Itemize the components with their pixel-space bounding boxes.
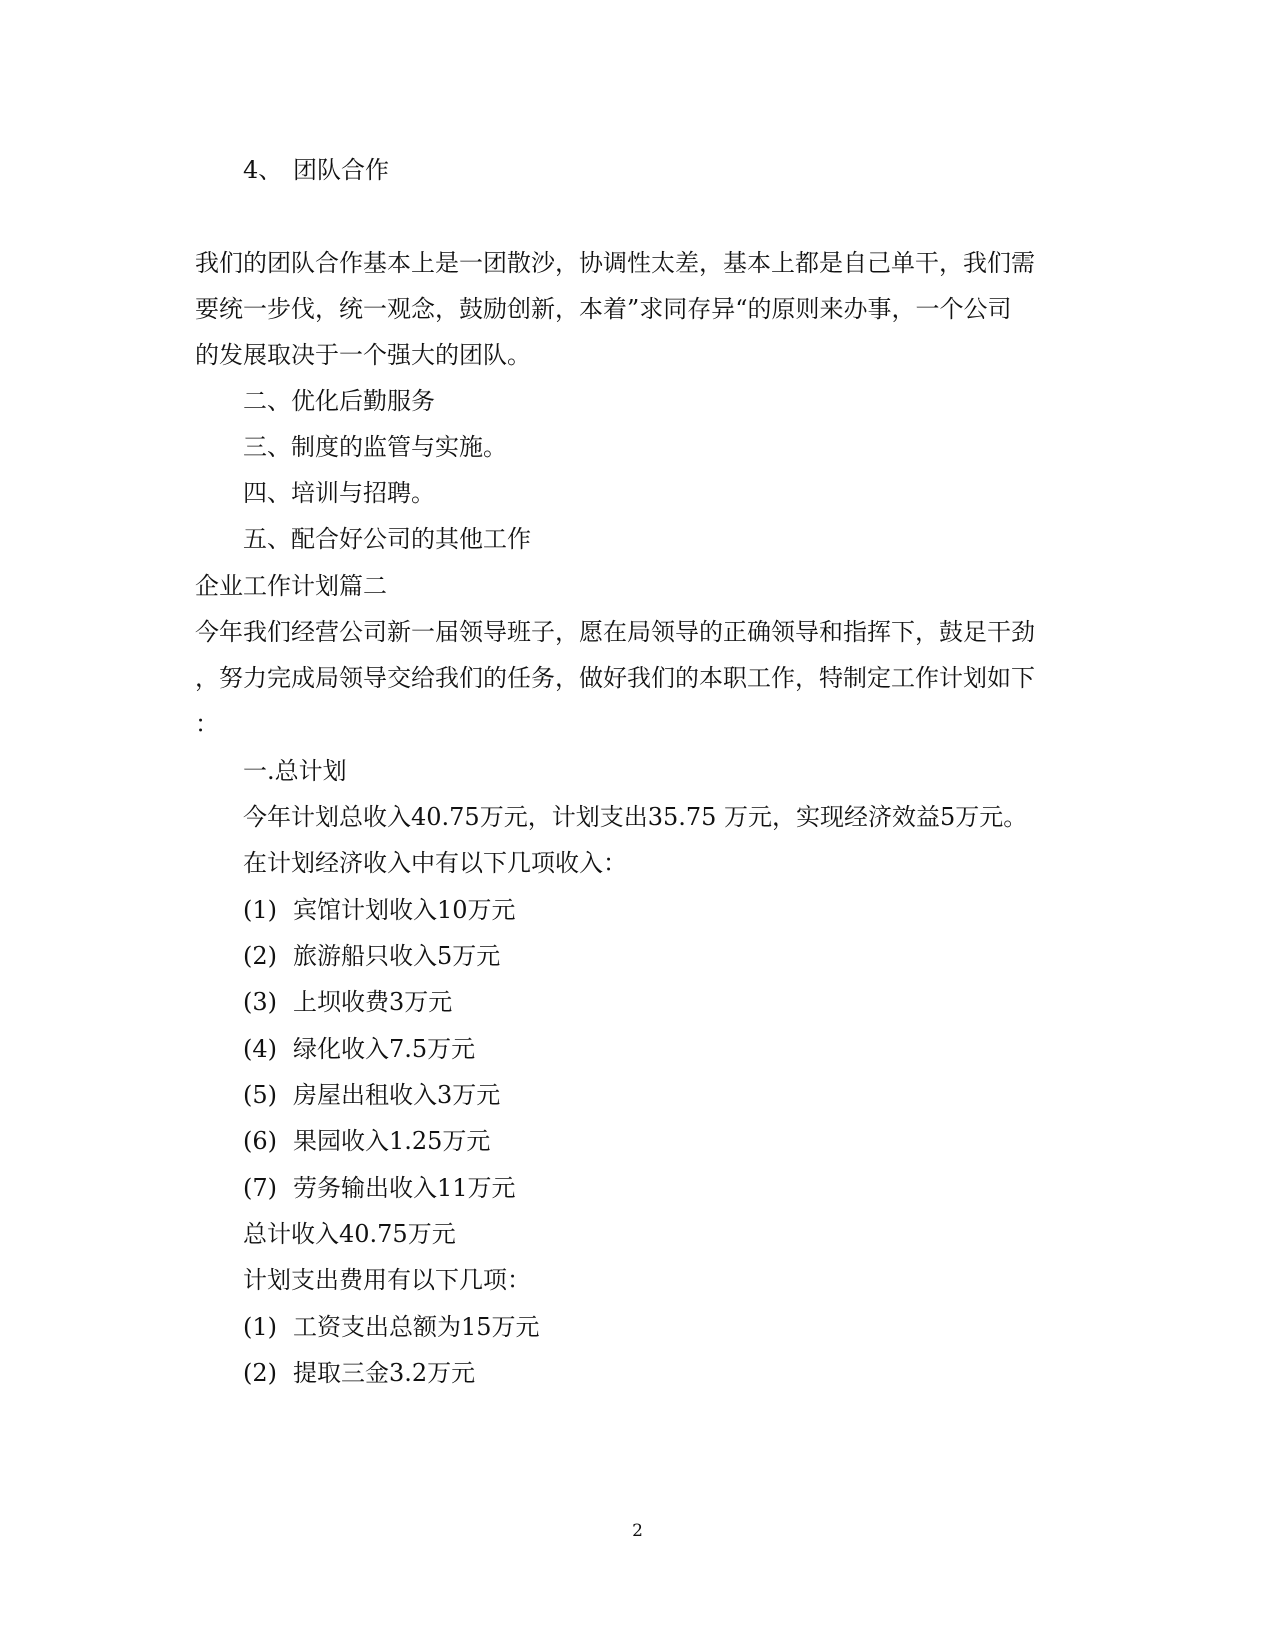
list-item xyxy=(243,1034,475,1064)
income-intro: 在计划经济收入中有以下几项收入： xyxy=(243,849,627,877)
plan-heading: 一.总计划 xyxy=(243,757,347,785)
list-item-text: 果园收入1.25万元 xyxy=(293,1127,491,1155)
list-item-number: (4) xyxy=(243,1035,277,1063)
list-item-number: (2) xyxy=(243,942,277,970)
list-item-text: 绿化收入7.5万元 xyxy=(293,1035,476,1063)
section-4-title: 团队合作 xyxy=(293,156,389,184)
list-item xyxy=(243,895,516,925)
income-total: 总计收入40.75万元 xyxy=(243,1220,456,1248)
list-item xyxy=(243,987,452,1017)
section-heading: 二、优化后勤服务 xyxy=(243,387,435,415)
section-heading: 四、培训与招聘。 xyxy=(243,479,435,507)
list-item xyxy=(243,1080,500,1110)
list-item xyxy=(243,1173,516,1203)
list-item-number: (7) xyxy=(243,1174,277,1202)
page-number: 2 xyxy=(632,1521,643,1541)
list-item-text: 宾馆计划收入10万元 xyxy=(293,896,516,924)
list-item-text: 工资支出总额为15万元 xyxy=(293,1313,540,1341)
list-item xyxy=(243,941,500,971)
section-heading: 三、制度的监管与实施。 xyxy=(243,433,507,461)
part-title: 企业工作计划篇二 xyxy=(195,572,387,600)
list-item xyxy=(243,1312,540,1342)
paragraph-line: 的发展取决于一个强大的团队。 xyxy=(195,341,531,369)
list-item-number: (6) xyxy=(243,1127,277,1155)
section-4-number: 4、 xyxy=(243,156,283,184)
list-item-text: 劳务输出收入11万元 xyxy=(293,1174,516,1202)
expense-intro: 计划支出费用有以下几项： xyxy=(243,1266,531,1294)
section-heading: 五、配合好公司的其他工作 xyxy=(243,525,531,553)
paragraph-line: 要统一步伐，统一观念，鼓励创新，本着”求同存异“的原则来办事，一个公司 xyxy=(195,295,1012,323)
paragraph-line: 今年我们经营公司新一届领导班子，愿在局领导的正确领导和指挥下，鼓足干劲 xyxy=(195,618,1035,646)
paragraph-line: ： xyxy=(195,710,219,738)
list-item-number: (2) xyxy=(243,1359,277,1387)
list-item-number: (1) xyxy=(243,896,277,924)
list-item-text: 旅游船只收入5万元 xyxy=(293,942,501,970)
list-item-number: (5) xyxy=(243,1081,277,1109)
list-item-text: 提取三金3.2万元 xyxy=(293,1359,476,1387)
list-item xyxy=(243,1358,475,1388)
plan-summary: 今年计划总收入40.75万元，计划支出35.75 万元，实现经济效益5万元。 xyxy=(243,803,1028,831)
list-item-number: (1) xyxy=(243,1313,277,1341)
list-item-text: 房屋出租收入3万元 xyxy=(293,1081,501,1109)
paragraph-line: ，努力完成局领导交给我们的任务，做好我们的本职工作，特制定工作计划如下 xyxy=(195,664,1035,692)
list-item-text: 上坝收费3万元 xyxy=(293,988,453,1016)
list-item xyxy=(243,1126,490,1156)
paragraph-line: 我们的团队合作基本上是一团散沙，协调性太差，基本上都是自己单干，我们需 xyxy=(195,249,1035,277)
list-item-number: (3) xyxy=(243,988,277,1016)
